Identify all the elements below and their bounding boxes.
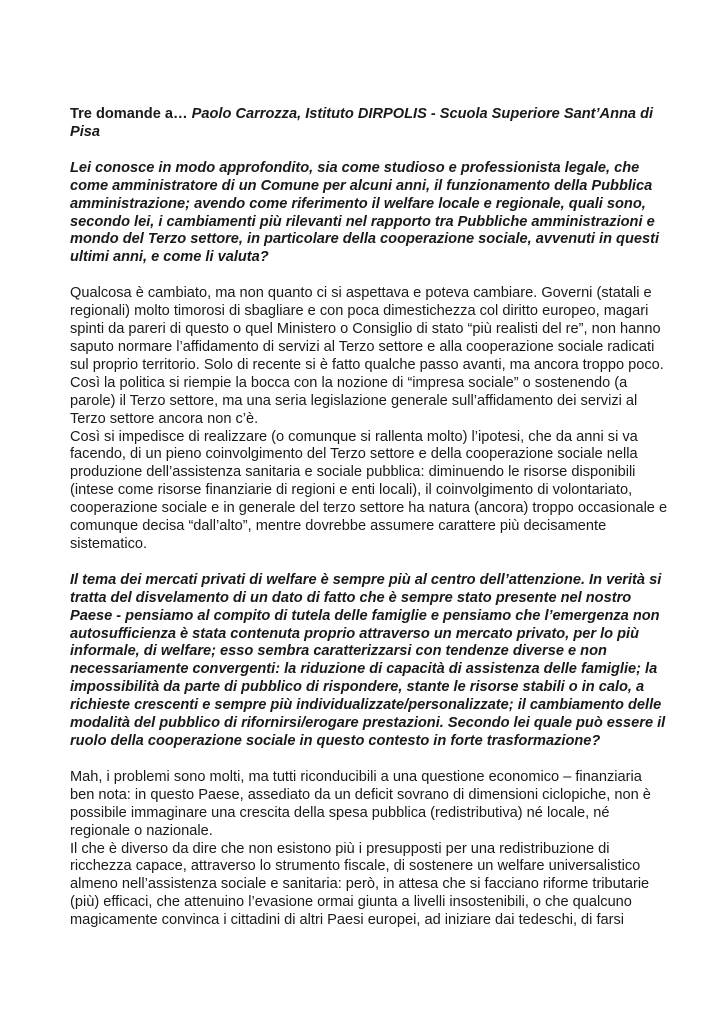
- question-2: Il tema dei mercati privati di welfare è sempre più al centro dell’attenzione. In verità si tratta del disvelamento di un dato di fatto che è sempre stato presente nel nostro Paese - pensiamo al compito di tutela delle famiglie e pensiamo che l’emergenza non autosufficienza è stata contenuta proprio attraverso un mercato privato, per lo più informale, di welfare; esso sembra caratterizzarsi con tendenze diverse e non necessariamente convergenti: la riduzione di capacità di assistenza delle famiglie; la impossibilità da parte di pubblico di rispondere, stante le risorse stabili o in calo, a richieste crescenti e sempre più individualizzate/personalizzate; il cambiamento delle modalità del pubblico di rifornirsi/erogare prestazioni. Secondo lei quale può essere il ruolo della cooperazione sociale in questo contesto in forte trasformazione?: [70, 571, 666, 749]
- answer-1-paragraph: Così si impedisce di realizzare (o comunque si rallenta molto) l’ipotesi, che da anni si va facendo, di un pieno coinvolgimento del Terzo settore e della cooperazione sociale nella produzione dell’assistenza sanitaria e sociale pubblica: diminuendo le risorse disponibili (intese come risorse finanziarie di regioni e enti locali), il coinvolgimento di volontariato, cooperazione sociale e in generale del terzo settore ha natura (ancora) troppo occasionale e comunque decisa “dall’alto”, mentre dovrebbe assumere carattere più decisamente sistematico.: [70, 428, 668, 552]
- answer-2-paragraph: Mah, i problemi sono molti, ma tutti riconducibili a una questione economico – finanziaria ben nota: in questo Paese, assediato da un deficit sovrano di dimensioni ciclopiche, non è possibile immaginare una crescita della spesa pubblica (redistributiva) né locale, né regionale o nazionale.: [70, 768, 651, 839]
- document-body: [70, 106, 670, 948]
- answer-1-paragraph: Qualcosa è cambiato, ma non quanto ci si aspettava e poteva cambiare. Governi (statali e regionali) molto timorosi di sbagliare e con poca dimestichezza col diritto europeo, magari spinti da pareri di questo o quel Ministero o Consiglio di stato “più realisti del re”, non hanno saputo normare l’affidamento di servizi al Terzo settore e alla cooperazione sociale radicati sul proprio territorio. Solo di recente si è fatto qualche passo avanti, ma ancora troppo poco.: [70, 285, 664, 373]
- heading-prefix: Tre domande a…: [70, 106, 188, 122]
- heading-subject: Paolo Carrozza, Istituto DIRPOLIS - Scuola Superiore Sant’Anna di Pisa: [70, 106, 654, 140]
- answer-2: [70, 769, 670, 930]
- interview-heading: [70, 106, 670, 142]
- answer-1-paragraph: Così la politica si riempie la bocca con la nozione di “impresa sociale” o sostenendo (a parole) il Terzo settore, ma una seria legislazione generale sull’affidamento dei servizi al Terzo settore ancora non c’è.: [70, 374, 638, 427]
- answer-2-paragraph: Il che è diverso da dire che non esistono più i presupposti per una redistribuzione di ricchezza capace, attraverso lo strumento fiscale, di sostenere un welfare universalistico almeno nell’assistenza sociale e sanitaria: però, in attesa che si facciano riforme tributarie (più) efficaci, che attenuino l’evasione ormai giunta a livelli insostenibili, o che qualcuno magicamente convinca i cittadini di altri Paesi europei, ad iniziare dai tedeschi, di farsi: [70, 840, 650, 929]
- answer-1: [70, 285, 670, 554]
- question-1: Lei conosce in modo approfondito, sia come studioso e professionista legale, che come amministratore di un Comune per alcuni anni, il funzionamento della Pubblica amministrazione; avendo come riferimento il welfare locale e regionale, quali sono, secondo lei, i cambiamenti più rilevanti nel rapporto tra Pubbliche amministrazioni e mondo del Terzo settore, in particolare della cooperazione sociale, avvenuti in questi ultimi anni, e come li valuta?: [70, 159, 660, 266]
